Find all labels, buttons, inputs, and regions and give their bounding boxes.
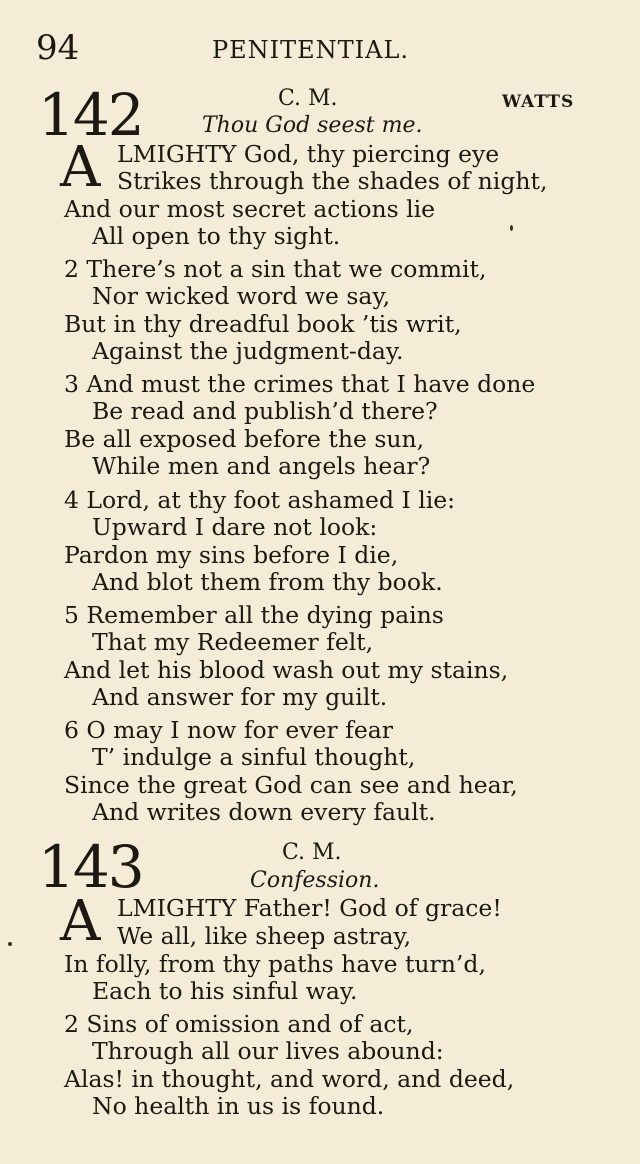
hymn-line: While men and angels hear? [92,452,431,480]
hymn-line: T’ indulge a sinful thought, [92,743,416,771]
hymn-line: Strikes through the shades of night, [117,167,548,195]
hymn-line: No health in us is found. [92,1092,385,1120]
paper-speck [8,942,12,946]
hymn-line: Through all our lives abound: [92,1037,444,1065]
hymn-meter: C. M. [282,840,342,865]
hymn-line: In folly, from thy paths have turn’d, [64,950,486,978]
hymn-subtitle: Thou God seest me. [202,113,423,138]
hymn-line: But in thy dreadful book ’tis writ, [64,310,462,338]
hymn-line: Nor wicked word we say, [92,282,391,310]
hymn-line: LMIGHTY God, thy piercing eye [117,140,500,168]
hymn-line: And let his blood wash out my stains, [64,656,509,684]
hymn-subtitle: Confession. [250,868,380,893]
hymn-number: 143 [38,833,143,901]
hymn-line: Since the great God can see and hear, [64,771,518,799]
hymn-line: 2 Sins of omission and of act, [64,1010,414,1038]
hymn-author: WATTS [502,92,575,112]
hymn-line: Upward I dare not look: [92,513,378,541]
page-number: 94 [36,28,80,68]
hymn-line: LMIGHTY Father! God of grace! [117,894,502,922]
hymn-line: And answer for my guilt. [92,683,388,711]
hymn-number: 142 [38,81,143,149]
hymn-line: That my Redeemer felt, [92,628,374,656]
drop-cap: A [60,135,101,200]
hymn-line: 3 And must the crimes that I have done [64,370,536,398]
drop-cap: A [60,889,101,954]
hymn-line: All open to thy sight. [92,222,341,250]
hymn-line: We all, like sheep astray, [117,922,412,950]
hymn-line: 6 O may I now for ever fear [64,716,394,744]
hymn-line: 4 Lord, at thy foot ashamed I lie: [64,486,456,514]
hymn-line: And blot them from thy book. [92,568,443,596]
hymn-line: And writes down every fault. [92,798,436,826]
running-head: PENITENTIAL. [212,36,410,64]
hymn-line: Against the judgment-day. [92,337,404,365]
hymn-meter: C. M. [278,86,338,111]
hymn-line: Alas! in thought, and word, and deed, [64,1065,515,1093]
hymn-line: Be read and publish’d there? [92,397,438,425]
hymn-line: And our most secret actions lie [64,195,436,223]
hymn-line: Pardon my sins before I die, [64,541,399,569]
hymn-line: Each to his sinful way. [92,977,358,1005]
hymn-line: 2 There’s not a sin that we commit, [64,255,487,283]
hymn-line: 5 Remember all the dying pains [64,601,444,629]
paper-speck [510,225,513,231]
hymn-line: Be all exposed before the sun, [64,425,425,453]
